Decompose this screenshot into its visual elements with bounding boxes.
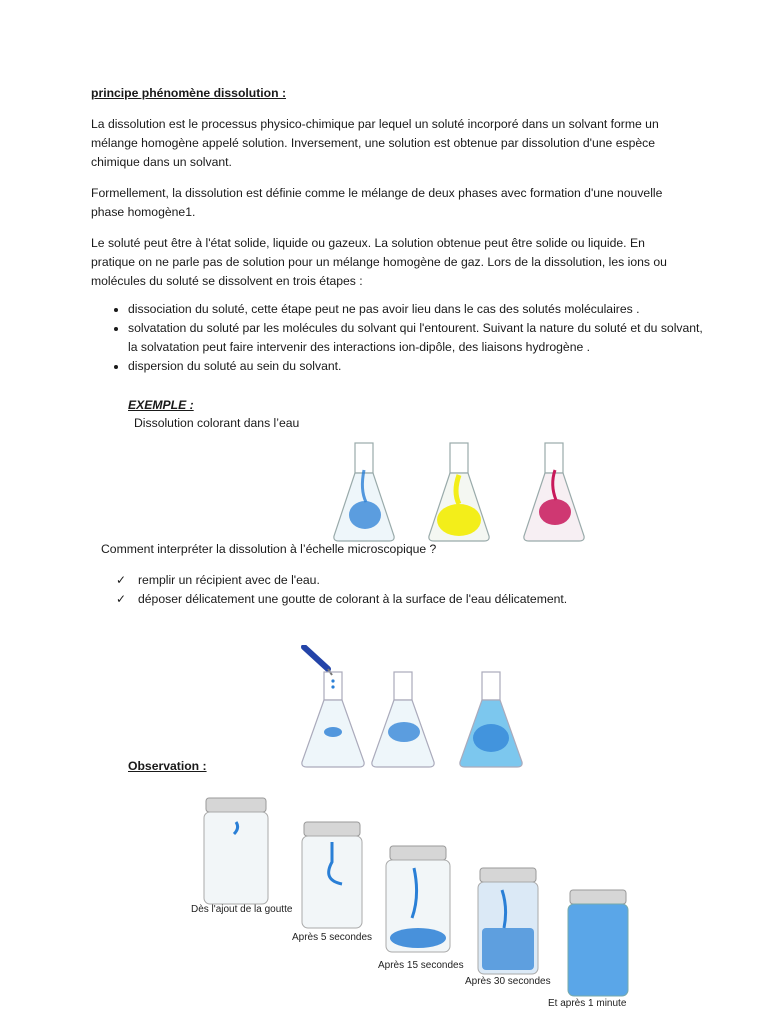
jar-caption: Après 30 secondes [465, 976, 551, 987]
jar-2 [302, 822, 362, 928]
list-item: • solvatation du soluté par les molécules du solvant qui l'entourent. Suivant la nature du soluté et du solvant, la solvatation peut faire intervenir des interactions ion-dipôle, des liaisons hydrogène . [128, 319, 708, 357]
jar-4 [478, 868, 538, 974]
checkmark-icon: ✓ [116, 592, 127, 606]
flask-drop-3 [460, 672, 522, 767]
jar-5 [568, 890, 628, 996]
list-item: • dispersion du soluté au sein du solvant. [128, 357, 708, 376]
flask-yellow [429, 443, 489, 541]
procedure-checklist [116, 571, 567, 609]
dissolution-steps-list [110, 300, 708, 376]
pipette-icon [304, 647, 335, 689]
checkmark-icon: ✓ [116, 573, 127, 587]
jar-caption: Après 15 secondes [378, 960, 464, 971]
list-item: ✓ déposer délicatement une goutte de colorant à la surface de l'eau délicatement. [116, 590, 567, 609]
paragraph-definition: La dissolution est le processus physico-chimique par lequel un soluté incorporé dans un solvant forme un mélange homogène appelé solution. Inversement, une solution est obtenue par dissolution d'une espèce chimique dans un solvant. [91, 117, 659, 169]
paragraph-formal: Formellement, la dissolution est définie comme le mélange de deux phases avec formation d'une nouvelle phase homogène1. [91, 186, 663, 219]
flask-blue [334, 443, 394, 541]
page-heading: principe phénomène dissolution : [91, 86, 287, 100]
paragraph-solute-states: Le soluté peut être à l'état solide, liquide ou gazeux. La solution obtenue peut être solide ou liquide. En pratique on ne parle pas de solution pour un mélange homogène de gaz. Lors de la dissolution, les ions ou molécules du soluté se dissolvent en trois étapes : [91, 236, 667, 288]
flask-drop-2 [372, 672, 434, 767]
jar-1 [204, 798, 268, 904]
jar-caption: Dès l'ajout de la goutte [191, 904, 293, 915]
jar-caption: Et après 1 minute [548, 998, 627, 1009]
flask-magenta [524, 443, 584, 541]
list-item: ✓ remplir un récipient avec de l'eau. [116, 571, 567, 590]
jar-3 [386, 846, 450, 952]
observation-label: Observation : [128, 759, 207, 773]
blue-drop-flasks-image [288, 645, 538, 770]
example-label: EXEMPLE : [128, 398, 194, 412]
list-item: • dissociation du soluté, cette étape peut ne pas avoir lieu dans le cas des solutés moléculaires . [128, 300, 708, 319]
jars-sequence-image [190, 790, 640, 1015]
example-text: Dissolution colorant dans l’eau [134, 416, 300, 430]
question-text: Comment interpréter la dissolution à l’échelle microscopique ? [101, 542, 437, 556]
three-flasks-colorant-image [330, 440, 595, 545]
jar-caption: Après 5 secondes [292, 932, 373, 943]
